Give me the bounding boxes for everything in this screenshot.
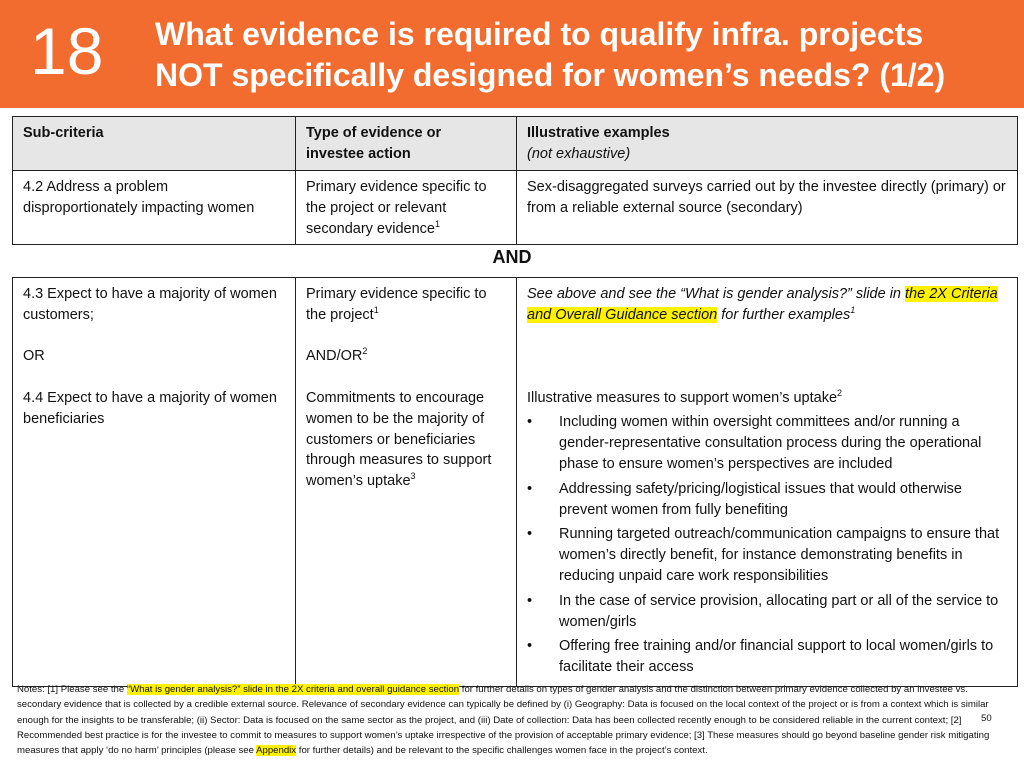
notes-appendix-link[interactable]: Appendix bbox=[256, 745, 297, 757]
criteria-or: OR bbox=[23, 348, 45, 365]
example-see-above: See above and see the “What is gender analysis?” slide in the 2X Criteria and Overall Guidance section for further examples$^1$ bbox=[527, 286, 998, 323]
evidence-and-or: AND/$OR^2$ bbox=[306, 346, 368, 365]
list-item: • Addressing safety/pricing/logistical issues that would otherwise prevent women from fully benefiting bbox=[527, 479, 1007, 521]
example-4-3-4-4 bbox=[517, 278, 1018, 687]
notes-guidance-link[interactable]: “What is gender analysis?” slide in the 2X criteria and overall guidance section bbox=[126, 684, 460, 695]
slide-title bbox=[155, 14, 1015, 96]
footnotes: Notes: [1] Please see the “What is gender analysis?” slide in the 2X criteria and overall guidance section for further details on types of gender analysis and the distinction between primary evidence collected by an investee vs. secondary evidence that is collected by a credible external source. Relevance of secondary evidence can typically be defined by (i) Geography: Data is focused on the local context of the project or is from a context which is similar enough for the insights to be transferable; (ii) Sector: Data is focused on the same sector as the project, and (iii) Date of collection: Data has been collected recently enough to be considered reliable in the current context; [2] Recommended best practice is for the investee to commit to measures to support women’s uptake irrespective of the provision of acceptable primary evidence; [3] These measures should go beyond baseline gender risk mitigating measures that apply ‘do no harm’ principles (please see Appendix for further details) and be relevant to the specific challenges women face in the project’s context. bbox=[17, 684, 990, 757]
header-sub-criteria: Sub-criteria bbox=[13, 117, 296, 171]
example-4-2: Sex-disaggregated surveys carried out by the investee directly (primary) or from a reliable external source (secondary) bbox=[517, 171, 1018, 245]
criteria-4-4: 4.4 Expect to have a majority of women beneficiaries bbox=[23, 389, 277, 427]
title-line-1: What evidence is required to qualify infra. projects bbox=[155, 16, 924, 52]
list-item: • In the case of service provision, allocating part or all of the service to women/girls bbox=[527, 591, 1007, 633]
measures-list bbox=[527, 412, 1007, 678]
page-number: 50 bbox=[981, 713, 992, 724]
criteria-4-2: 4.2 Address a problem disproportionately impacting women bbox=[13, 171, 296, 245]
list-item: • Offering free training and/or financial support to local women/girls to facilitate their access bbox=[527, 636, 1007, 678]
evidence-4-2: Primary evidence specific to the project or relevant secondary evidence$^1$ bbox=[296, 171, 517, 245]
list-item: • Including women within oversight committees and/or running a gender-representative consultation process during the operational phase to ensure women’s perspectives are included bbox=[527, 412, 1007, 474]
measures-title: Illustrative measures to support women’s uptake$^2$ bbox=[527, 387, 843, 406]
title-line-2: NOT specifically designed for women’s needs? (1/2) bbox=[155, 57, 946, 93]
title-banner bbox=[0, 0, 1024, 108]
evidence-4-3-4-4 bbox=[296, 278, 517, 687]
slide-number: 18 bbox=[30, 14, 104, 88]
examples-note: (not exhaustive) bbox=[527, 145, 631, 162]
evidence-primary: Primary evidence specific to the project$^1$ bbox=[306, 286, 487, 323]
and-connector: AND bbox=[492, 247, 532, 267]
evidence-table-bottom bbox=[12, 277, 1018, 687]
evidence-table-top bbox=[12, 116, 1018, 245]
header-illustrative-examples: Illustrative examples (not exhaustive) bbox=[517, 117, 1018, 171]
table-row bbox=[13, 171, 1018, 245]
table-header-row bbox=[13, 117, 1018, 171]
criteria-4-3-4-4 bbox=[13, 278, 296, 687]
evidence-commitments: Commitments to encourage women to be the majority of customers or beneficiaries through measures to support women’s uptake$^3$ bbox=[306, 389, 492, 490]
criteria-4-3: 4.3 Expect to have a majority of women customers; bbox=[23, 286, 277, 323]
table-row bbox=[13, 278, 1018, 687]
list-item: • Running targeted outreach/communication campaigns to ensure that women’s directly benefit, for instance demonstrating benefits in reducing unpaid care work responsibilities bbox=[527, 524, 1007, 586]
guidance-section-link[interactable]: the 2X Criteria and Overall Guidance section bbox=[527, 286, 998, 323]
header-evidence-type: Type of evidence or investee action bbox=[296, 117, 517, 171]
